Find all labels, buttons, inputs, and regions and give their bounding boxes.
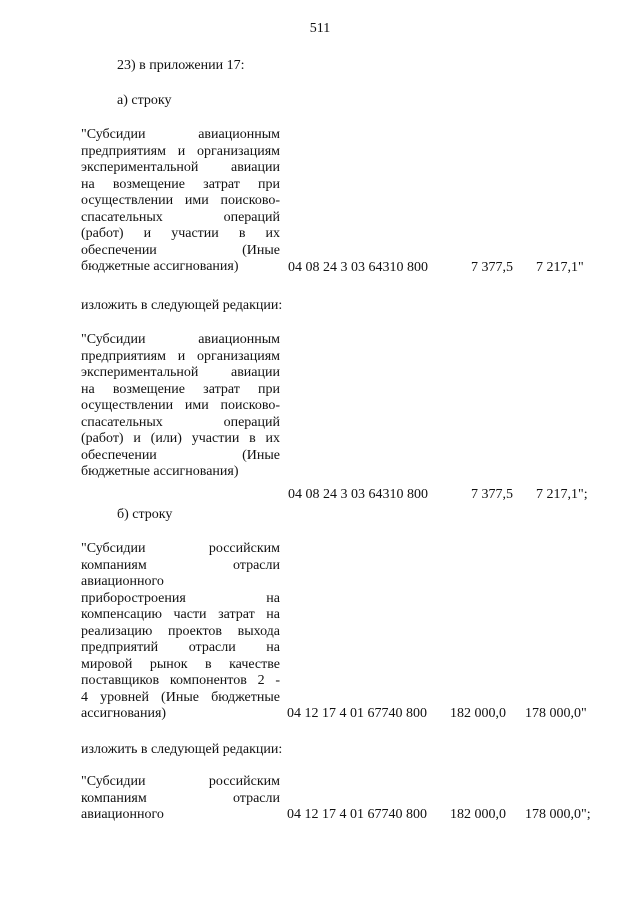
entry-text-block-1 <box>81 127 280 276</box>
entry-text-line: (работ) и участии в их <box>81 226 280 241</box>
subsection-a: а) строку <box>117 93 172 108</box>
subsection-b: б) строку <box>117 507 173 522</box>
budget-code: 04 12 17 4 01 67740 800 <box>287 706 427 721</box>
entry-text-line: приборостроения на <box>81 590 280 606</box>
entry-text-line: экспериментальной авиации <box>81 365 280 380</box>
page-number: 511 <box>309 21 331 36</box>
amount-year-2: 178 000,0" <box>525 706 587 721</box>
entry-text-line: ассигнования) <box>81 706 167 721</box>
entry-text-block-3 <box>81 541 280 723</box>
amount-year-1: 182 000,0 <box>450 706 506 721</box>
entry-text-line: бюджетные ассигнования) <box>81 259 239 274</box>
entry-text-line: (работ) и (или) участии в их <box>81 431 280 446</box>
entry-text-line: поставщиков компонентов 2 - <box>81 673 280 688</box>
entry-text-block-4 <box>81 774 280 824</box>
replace-instruction-2: изложить в следующей редакции: <box>81 742 283 757</box>
entry-text-line: на возмещение затрат при <box>81 176 280 192</box>
entry-text-line: компаниям отрасли <box>81 790 280 806</box>
entry-text-line: компенсацию части затрат на <box>81 607 280 622</box>
entry-text-line: предприятиям и организациям <box>81 143 280 159</box>
section-heading: 23) в приложении 17: <box>117 58 245 73</box>
entry-text-line: "Субсидии российским <box>81 774 280 789</box>
entry-text-line: мировой рынок в качестве <box>81 656 280 672</box>
entry-text-line: спасательных операций <box>81 209 280 225</box>
entry-text-line: реализацию проектов выхода <box>81 623 280 639</box>
entry-text-line: обеспечении (Иные <box>81 447 280 463</box>
amount-year-1: 7 377,5 <box>471 487 513 502</box>
entry-text-line: спасательных операций <box>81 414 280 430</box>
entry-text-line: на возмещение затрат при <box>81 381 280 397</box>
entry-text-block-2 <box>81 332 280 481</box>
entry-text-line: экспериментальной авиации <box>81 160 280 175</box>
entry-text-line: компаниям отрасли <box>81 557 280 573</box>
entry-text-line: "Субсидии российским <box>81 541 280 556</box>
budget-code: 04 08 24 3 03 64310 800 <box>288 487 428 502</box>
budget-code: 04 08 24 3 03 64310 800 <box>288 260 428 275</box>
entry-text-line: бюджетные ассигнования) <box>81 464 239 479</box>
amount-year-2: 178 000,0"; <box>525 807 591 822</box>
replace-instruction-1: изложить в следующей редакции: <box>81 298 283 313</box>
entry-text-line: обеспечении (Иные <box>81 242 280 258</box>
budget-code: 04 12 17 4 01 67740 800 <box>287 807 427 822</box>
entry-text-line: предприятиям и организациям <box>81 348 280 364</box>
entry-text-line: "Субсидии авиационным <box>81 127 280 142</box>
entry-text-line: осуществлении ими поисково- <box>81 398 280 413</box>
amount-year-1: 7 377,5 <box>471 260 513 275</box>
entry-text-line: "Субсидии авиационным <box>81 332 280 347</box>
entry-text-line: авиационного <box>81 807 164 822</box>
entry-text-line: 4 уровней (Иные бюджетные <box>81 689 280 705</box>
amount-year-1: 182 000,0 <box>450 807 506 822</box>
entry-text-line: осуществлении ими поисково- <box>81 193 280 208</box>
entry-text-line: предприятий отрасли на <box>81 640 280 655</box>
amount-year-2: 7 217,1"; <box>536 487 588 502</box>
entry-text-line: авиационного <box>81 574 164 589</box>
amount-year-2: 7 217,1" <box>536 260 584 275</box>
